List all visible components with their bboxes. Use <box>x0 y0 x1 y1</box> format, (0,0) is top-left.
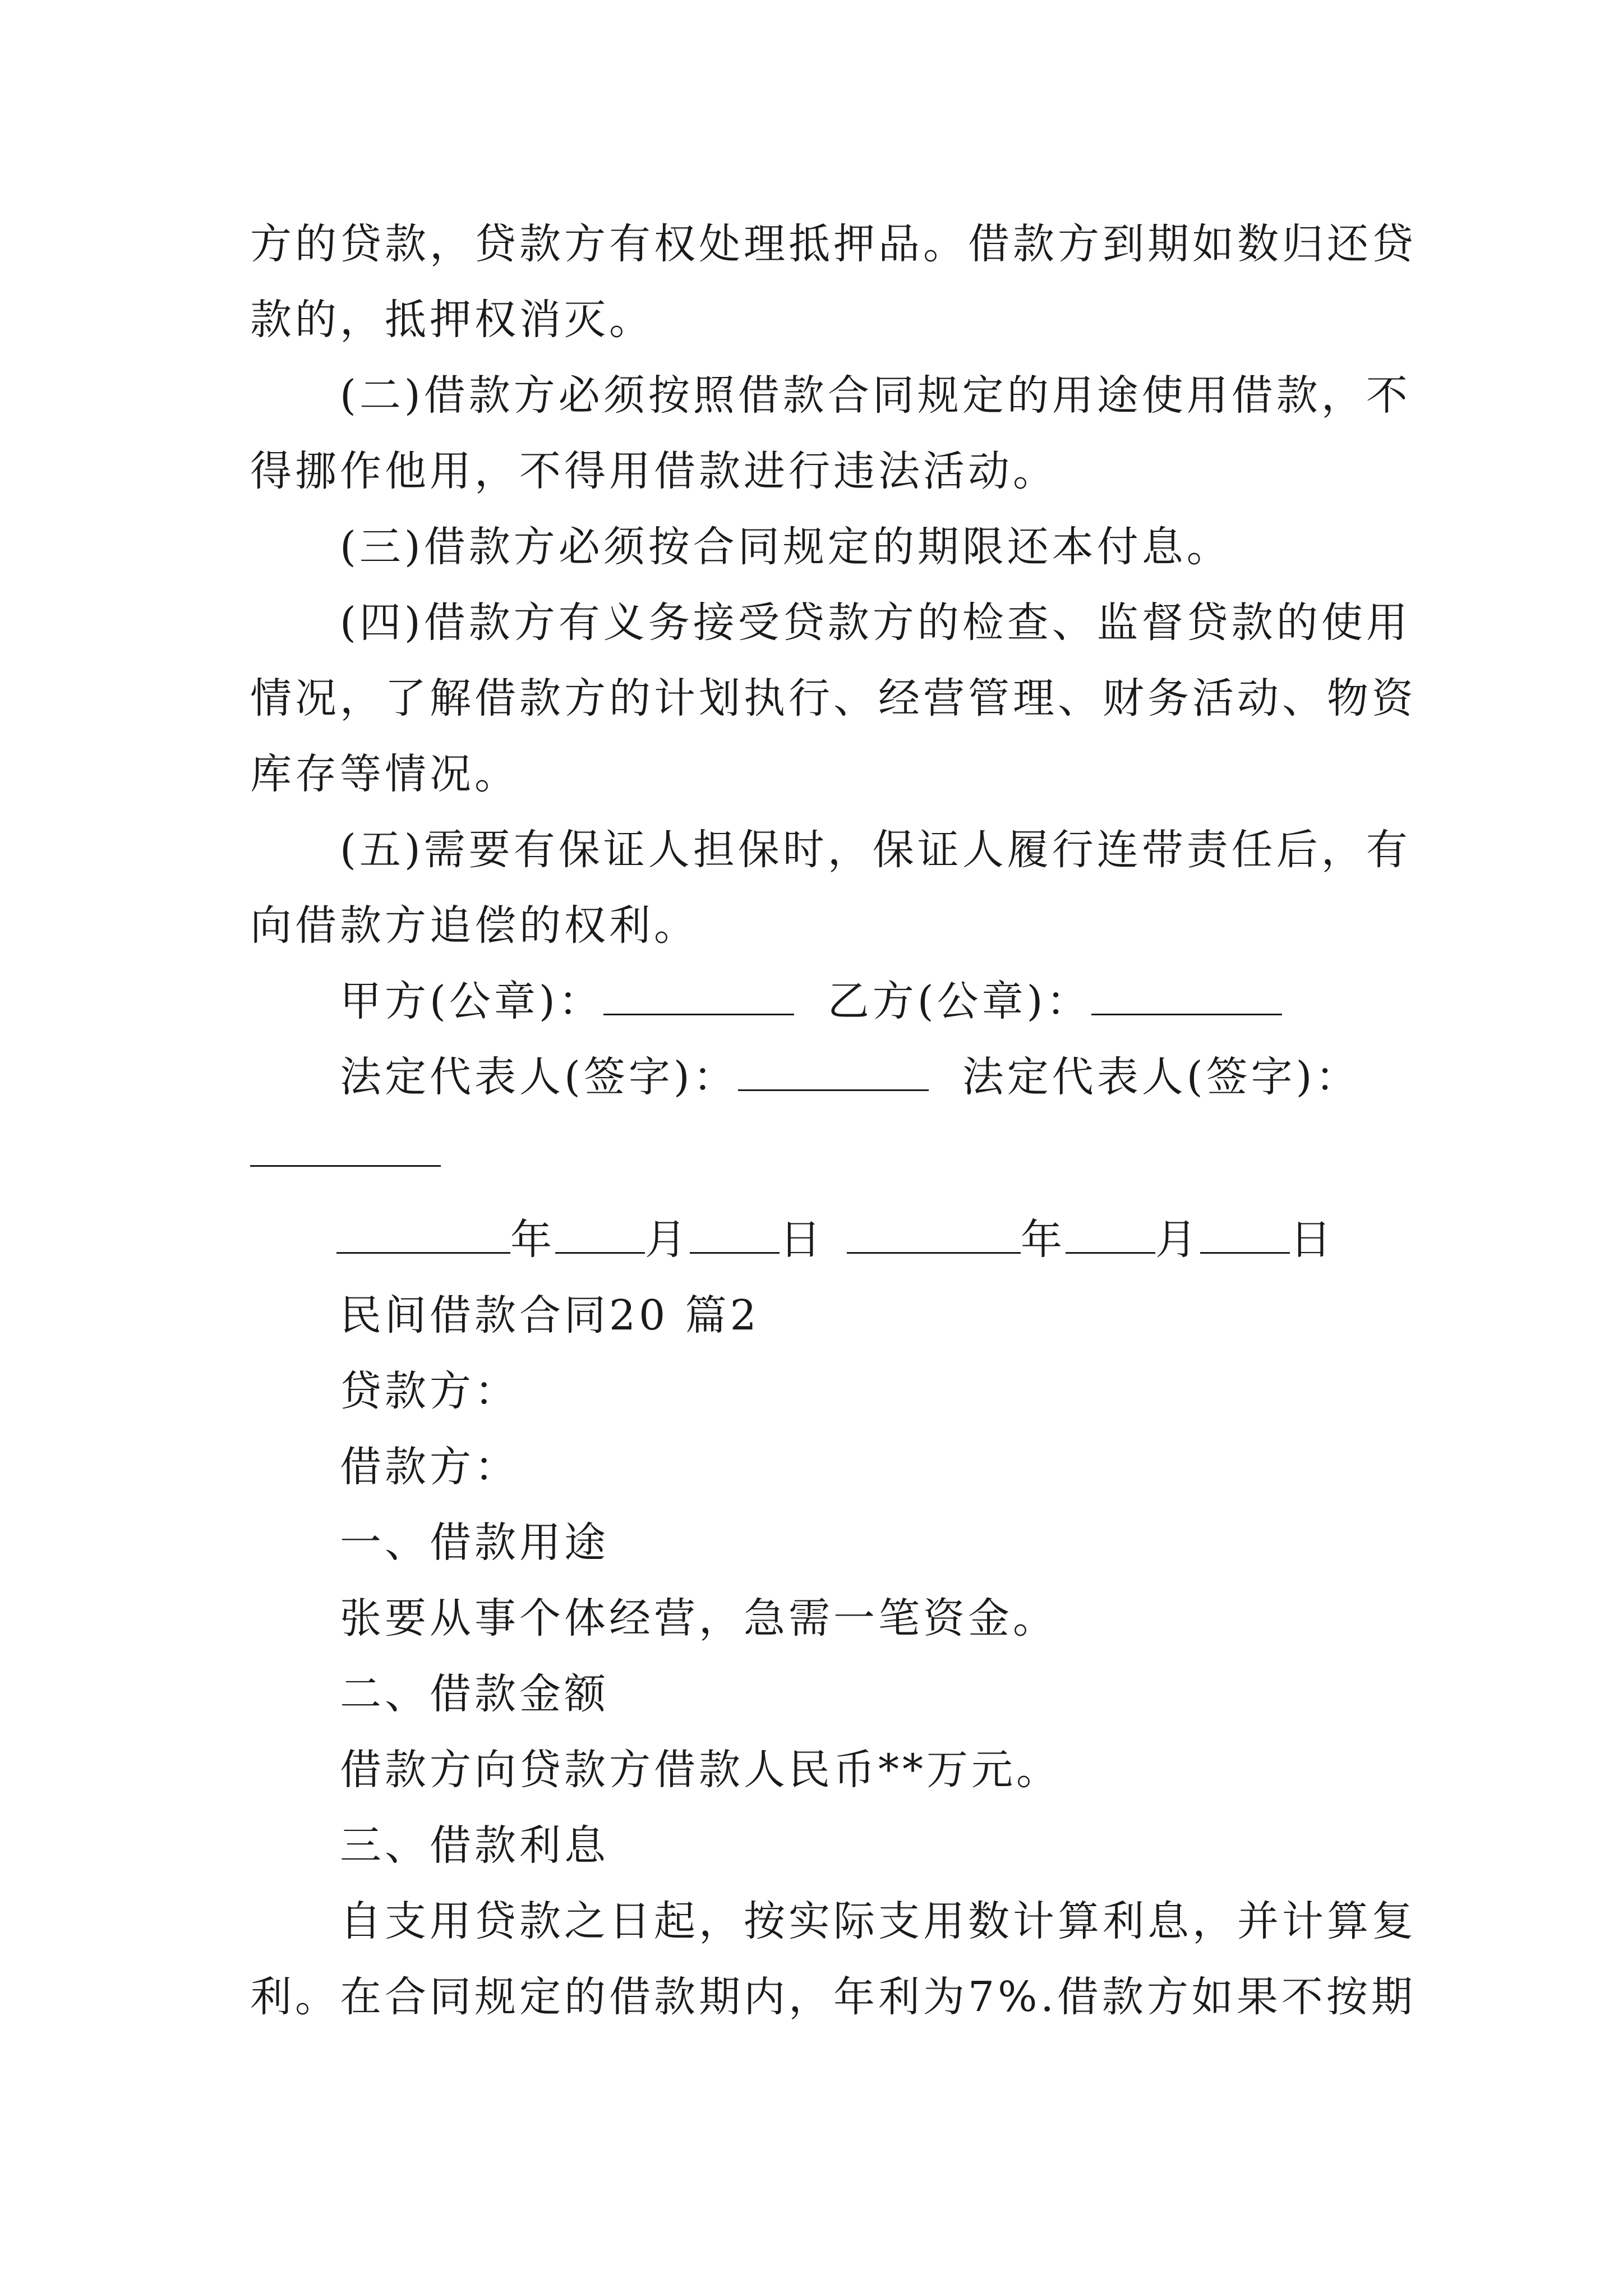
party-a-seal-blank <box>603 979 794 1015</box>
legal-rep-b-blank-line <box>250 1125 441 1181</box>
date-a-month-blank <box>555 1217 645 1254</box>
party-b-seal-label: 乙方(公章)： <box>827 977 1091 1025</box>
date-a-year-blank <box>336 1217 510 1254</box>
date-b-year-blank <box>847 1217 1021 1254</box>
party-a-seal-label: 甲方(公章)： <box>340 977 603 1025</box>
paragraph-line: (四)借款方有义务接受贷款方的检查、监督贷款的使用 <box>340 599 1411 647</box>
paragraph-line: 情况，了解借款方的计划执行、经营管理、财务活动、物资 <box>250 674 1417 723</box>
date-a-month: 月 <box>645 1216 690 1264</box>
borrower-label: 借款方： <box>340 1443 519 1491</box>
date-a-day: 日 <box>780 1216 824 1264</box>
seal-line <box>340 973 1282 1029</box>
paragraph-line: 库存等情况。 <box>250 750 519 798</box>
date-b-day-blank <box>1200 1217 1290 1254</box>
legal-rep-b-blank <box>250 1130 441 1167</box>
paragraph-line: 得挪作他用，不得用借款进行违法活动。 <box>250 447 1058 495</box>
date-a-year: 年 <box>510 1216 555 1264</box>
date-b-year: 年 <box>1021 1216 1066 1264</box>
paragraph-line: 自支用贷款之日起，按实际支用数计算利息，并计算复 <box>340 1897 1417 1945</box>
section-heading: 一、借款用途 <box>340 1519 609 1567</box>
paragraph-line: 款的，抵押权消灭。 <box>250 296 654 344</box>
paragraph-line: 利。在合同规定的借款期内，年利为7%.借款方如果不按期 <box>250 1973 1416 2021</box>
paragraph-line: (三)借款方必须按合同规定的期限还本付息。 <box>340 523 1232 571</box>
lender-label: 贷款方： <box>340 1367 519 1415</box>
paragraph-line: 张要从事个体经营，急需一笔资金。 <box>340 1594 1058 1642</box>
section-heading: 三、借款利息 <box>340 1821 609 1870</box>
paragraph-line: (五)需要有保证人担保时，保证人履行连带责任后，有 <box>340 826 1411 874</box>
date-line <box>336 1212 1335 1268</box>
paragraph-line: 方的贷款，贷款方有权处理抵押品。借款方到期如数归还贷 <box>250 220 1417 268</box>
paragraph-line: 借款方向贷款方借款人民币**万元。 <box>340 1746 1061 1794</box>
section-heading: 二、借款金额 <box>340 1670 609 1718</box>
date-b-month: 月 <box>1155 1216 1200 1264</box>
paragraph-line: 向借款方追偿的权利。 <box>250 901 699 950</box>
section-title: 民间借款合同20 篇2 <box>340 1291 760 1340</box>
legal-rep-b-label: 法定代表人(签字)： <box>962 1053 1361 1101</box>
paragraph-line: (二)借款方必须按照借款合同规定的用途使用借款，不 <box>340 371 1411 420</box>
date-a-day-blank <box>690 1217 780 1254</box>
date-b-month-blank <box>1066 1217 1155 1254</box>
date-b-day: 日 <box>1290 1216 1335 1264</box>
legal-rep-a-blank <box>738 1055 929 1091</box>
legal-rep-line <box>340 1049 1361 1105</box>
legal-rep-a-label: 法定代表人(签字)： <box>340 1053 738 1101</box>
party-b-seal-blank <box>1091 979 1282 1015</box>
